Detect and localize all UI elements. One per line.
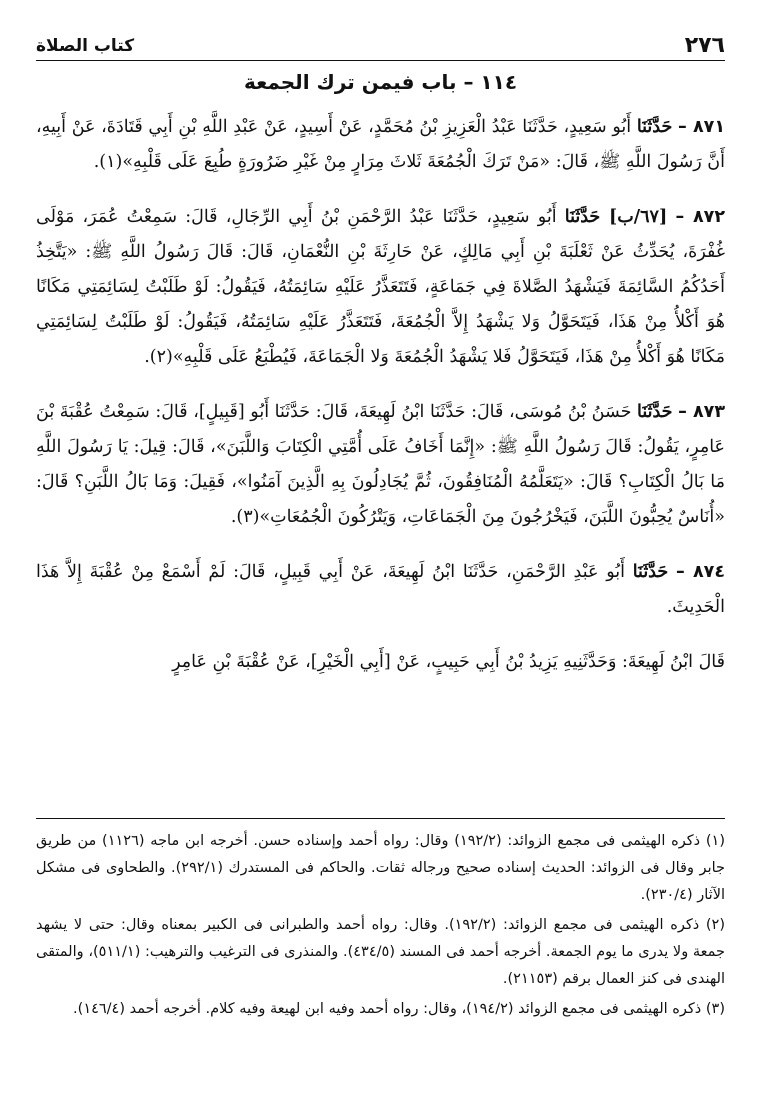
hadith-text: حَسَنُ بْنُ مُوسَى، قَالَ: حَدَّثَنَا ابْنُ لَهِيعَةَ، قَالَ: حَدَّثَنَا أَبُو [قَبِيلٍ]، قَالَ: سَمِعْتُ عُقْبَةَ بْنَ عَامِرٍ، يَقُولُ: قَالَ رَسُولُ اللَّهِ ﷺ: «إِنَّمَا أَخَافُ عَلَى أُمَّتِي الْكِتَابَ وَاللَّبَنَ»، قَالَ: قِيلَ: يَا رَسُولَ اللَّهِ مَا بَالُ الْكِتَابِ؟ قَالَ: «يَتَعَلَّمُهُ الْمُنَافِقُونَ، ثُمَّ يُجَادِلُونَ بِهِ الَّذِينَ آمَنُوا»، فَقِيلَ: وَمَا بَالُ اللَّبَنِ؟ قَالَ: «أُنَاسٌ يُحِبُّونَ اللَّبَنَ، فَيَخْرُجُونَ مِنَ الْجَمَاعَاتِ، وَيَتْرُكُونَ الْجُمُعَاتِ»(٣). bbox=[36, 402, 725, 527]
footnotes bbox=[36, 828, 725, 1026]
book-title: كتاب الصلاة bbox=[36, 36, 135, 56]
main-text bbox=[36, 110, 725, 700]
running-header bbox=[36, 32, 725, 61]
chapter-title: ١١٤ – باب فيمن ترك الجمعة bbox=[243, 70, 518, 94]
hadith-lead: حَدَّثَنَا bbox=[636, 402, 673, 422]
footnote-2: (٢) ذكره الهيثمى فى مجمع الزوائد: (١٩٢/٢). وقال: رواه أحمد والطبرانى فى الكبير بمعناه وقال: حتى لا يشهد جمعة ولا يدرى ما يوم الجمعة. أخرجه أحمد فى المسند (٤٣٤/٥). والمنذرى فى الترغيب والترهيب: (٥١١/١)، والمتقى الهندى فى كنز العمال برقم (٢١١٥٣). bbox=[36, 917, 725, 987]
hadith-text: أَبُو سَعِيدٍ، حَدَّثَنَا عَبْدُ الْعَزِيزِ بْنُ مُحَمَّدٍ، عَنْ أَسِيدٍ، عَنْ عَبْدِ اللَّهِ بْنِ أَبِي قَتَادَةَ، عَنْ أَبِيهِ، أَنَّ رَسُولَ اللَّهِ ﷺ، قَالَ: «مَنْ تَرَكَ الْجُمُعَةَ ثَلاثَ مِرَارٍ مِنْ غَيْرِ ضَرُورَةٍ طُبِعَ عَلَى قَلْبِهِ»(١). bbox=[36, 117, 725, 172]
footnote-divider bbox=[36, 818, 725, 819]
hadith-872 bbox=[36, 200, 725, 375]
hadith-874 bbox=[36, 555, 725, 625]
hadith-873 bbox=[36, 395, 725, 535]
hadith-871 bbox=[36, 110, 725, 180]
hadith-number: ٨٧١ – bbox=[678, 117, 725, 137]
page-number: ٢٧٦ bbox=[684, 33, 725, 58]
hadith-text: أَبُو سَعِيدٍ، حَدَّثَنَا عَبْدُ الرَّحْمَنِ بْنُ أَبِي الرِّجَالِ، قَالَ: سَمِعْتُ عُمَرَ، مَوْلَى غُفْرَةَ، يُحَدِّثُ عَنْ ثَعْلَبَةَ بْنِ أَبِي مَالِكٍ، عَنْ حَارِثَةَ بْنِ النُّعْمَانِ، قَالَ: قَالَ رَسُولُ اللَّهِ ﷺ: «يَتَّخِذُ أَحَدُكُمُ السَّائِمَةَ فَيَشْهَدُ الصَّلاةَ فِي جَمَاعَةٍ، فَتَتَعَذَّرُ عَلَيْهِ سَائِمَتُهُ، فَيَقُولُ: لَوْ طَلَبْتُ لِسَائِمَتِي مَكَانًا هُوَ أَكْلأُ مِنْ هَذَا، فَيَتَحَوَّلُ وَلا يَشْهَدُ إِلاَّ الْجُمُعَةَ، فَتَتَعَذَّرُ عَلَيْهِ سَائِمَتُهُ، فَيَقُولُ: لَوْ طَلَبْتُ لِسَائِمَتِي مَكَانًا هُوَ أَكْلأُ مِنْ هَذَا، فَيَتَحَوَّلُ فَلا يَشْهَدُ الْجُمُعَةَ وَلا الْجَمَاعَةَ، فَيُطْبَعُ عَلَى قَلْبِهِ»(٢). bbox=[36, 207, 725, 367]
hadith-874-continuation bbox=[36, 645, 725, 680]
hadith-text: قَالَ ابْنُ لَهِيعَةَ: وَحَدَّثَنِيهِ يَزِيدُ بْنُ أَبِي حَبِيبٍ، عَنْ [أَبِي الْخَيْرِ]، عَنْ عُقْبَةَ بْنِ عَامِرٍ bbox=[172, 652, 725, 672]
footnote-1: (١) ذكره الهيثمى فى مجمع الزوائد: (١٩٢/٢) وقال: رواه أحمد وإسناده حسن. أخرجه ابن ماجه (١١٢٦) من طريق جابر وقال فى الزوائد: الحديث إسناده صحيح ورجاله ثقات. والحاكم فى المستدرك (٢٩٢/١). والطحاوى فى مشكل الآثار (٢٣٠/٤). bbox=[36, 833, 725, 903]
hadith-lead: [٦٧/ب] حَدَّثَنَا bbox=[564, 207, 668, 227]
hadith-number: ٨٧٢ – bbox=[675, 207, 725, 227]
footnote-3: (٣) ذكره الهيثمى فى مجمع الزوائد (١٩٤/٢)، وقال: رواه أحمد وفيه ابن لهيعة وفيه كلام. أخرجه أحمد (١٤٦/٤). bbox=[73, 1001, 725, 1017]
hadith-lead: حَدَّثَنَا bbox=[632, 562, 669, 582]
hadith-lead: حَدَّثَنَا bbox=[636, 117, 673, 137]
hadith-number: ٨٧٤ – bbox=[675, 562, 725, 582]
hadith-text: أَبُو عَبْدِ الرَّحْمَنِ، حَدَّثَنَا ابْنُ لَهِيعَةَ، عَنْ أَبِي قَبِيلٍ، قَالَ: لَمْ أَسْمَعْ مِنْ عُقْبَةَ إِلاَّ هَذَا الْحَدِيثَ. bbox=[36, 562, 725, 617]
hadith-number: ٨٧٣ – bbox=[678, 402, 725, 422]
